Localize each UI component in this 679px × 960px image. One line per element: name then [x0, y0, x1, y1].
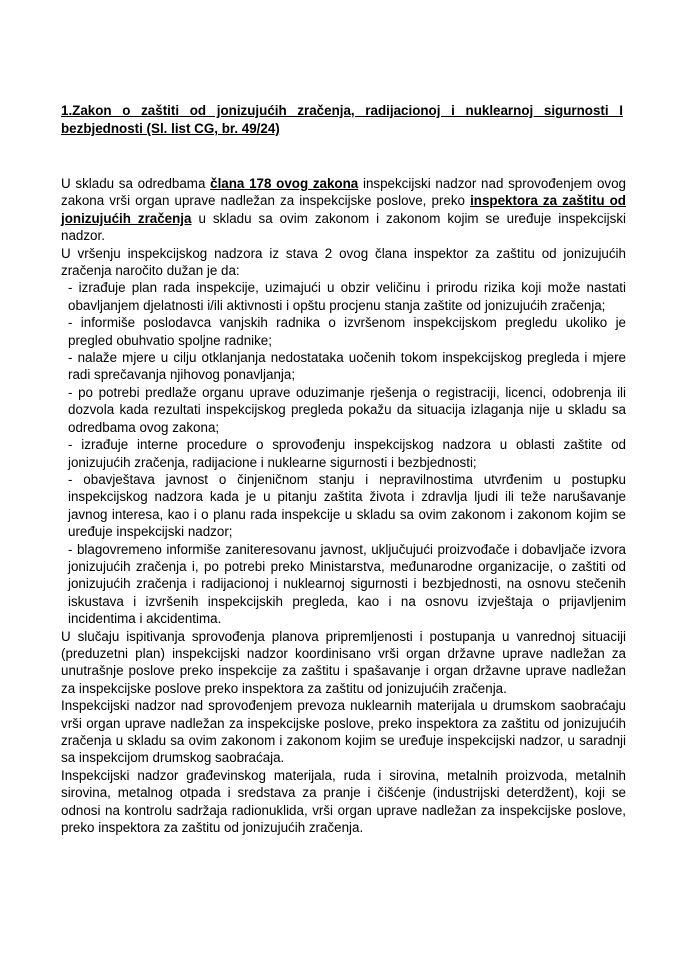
paragraph-duties-intro: U vršenju inspekcijskog nadzora iz stava 2 ovog člana inspektor za zaštitu od jonizujućih zračenja naročito dužan je da: — [61, 245, 626, 279]
paragraph-text: U skladu sa odredbama — [61, 176, 211, 191]
list-item: - informiše poslodavca vanjskih radnika o izvršenom inspekcijskom pregledu ukoliko je pregled obuhvatio spoljne radnike; — [68, 315, 626, 348]
document-heading: 1.Zakon o zaštiti od jonizujućih zračenja, radijacionoj i nuklearnoj sigurnosti I bezbjednosti (Sl. list CG, br. 49/24) — [61, 103, 623, 136]
paragraph-nuclear-transport: Inspekcijski nadzor nad sprovođenjem prevoza nuklearnih materijala u drumskom saobraćaju vrši organ uprave nadležan za inspekcijske poslove, preko inspektora za zaštitu od jonizujućih zračenja u skladu sa ovim zakonom i zakonom kojim se uređuje inspekcijski nadzor, u saradnji sa inspekcijom drumskog saobraćaja. — [61, 698, 626, 766]
inspector-link[interactable]: inspektora za zaštitu od jonizujućih zračenja — [61, 193, 626, 226]
paragraph-text: u skladu sa ovim zakonom i zakonom kojim se uređuje inspekcijski nadzor. — [61, 210, 626, 244]
paragraph-emergency-plans: U slučaju ispitivanja sprovođenja planova pripremljenosti i postupanja u vanrednoj situaciji (preduzetni plan) inspekcijski nadzor koordinisano vrši organ državne uprave nadležan za unutrašnje poslove preko inspekcije za zaštitu i spašavanje i organ državne uprave nadležan za inspekcijske poslove preko inspektora za zaštitu od jonizujućih zračenja. — [61, 628, 626, 696]
article-178-link[interactable]: člana 178 ovog zakona — [210, 176, 359, 191]
list-item: - po potrebi predlaže organu uprave oduzimanje rješenja o registraciji, licenci, odobrenja ili dozvola kada rezultati inspekcijskog pregleda pokažu da situacija izlaganja nije u skladu sa odredbama ovog zakona; — [68, 384, 626, 435]
list-item: - blagovremeno informiše zaniteresovanu javnost, uključujući proizvođače i dobavljače izvora jonizujućih zračenja i, po potrebi preko Ministarstva, međunarodne organizacije, o zaštiti od jonizujućih zračenja i radijacionoj i nuklearnoj sigurnosti i bezbjednosti, na osnovu stečenih iskustava i izvršenih inspekcijskih pregleda, kao i na osnovu izvještaja o prijavljenim incidentima i akcidentima. — [68, 541, 626, 627]
list-item: - nalaže mjere u cilju otklanjanja nedostataka uočenih tokom inspekcijskog pregleda i mjere radi sprečavanja njihovog ponavljanja; — [68, 350, 626, 383]
paragraph-text: inspekcijski nadzor nad sprovođenjem ovog zakona vrši organ uprave nadležan za inspekcijske poslove, preko — [61, 176, 626, 209]
list-item: - izrađuje interne procedure o sprovođenju inspekcijskog nadzora u oblasti zaštite od jonizujućih zračenja, radijacione i nuklearne sigurnosti i bezbjednosti; — [68, 437, 626, 470]
paragraph-materials-inspection: Inspekcijski nadzor građevinskog materijala, ruda i sirovina, metalnih proizvoda, metalnih sirovina, metalnog otpada i sredstava za pranje i čišćenje (industrijski deterdžent), koji se odnosi na kontrolu sadržaja radionuklida, vrši organ uprave nadležan za inspekcijske poslove, preko inspektora za zaštitu od jonizujućih zračenja. — [61, 767, 626, 836]
list-item: - izrađuje plan rada inspekcije, uzimajući u obzir veličinu i prirodu rizika koji može nastati obavljanjem djelatnosti i/ili aktivnosti i opštu procjenu stanja zaštite od jonizujućih zračenja; — [68, 280, 626, 313]
document-body — [61, 175, 626, 836]
list-item: - obavještava javnost o činjeničnom stanju i nepravilnostima utvrđenim u postupku inspekcijskog nadzora kada je u pitanju zaštita života i zdravlja ljudi ili teže narušavanje javnog interesa, kao i o planu rada inspekcije u skladu sa ovim zakonom i zakonom kojim se uređuje inspekcijski nadzor; — [68, 471, 626, 540]
paragraph-article-178 — [61, 175, 626, 245]
